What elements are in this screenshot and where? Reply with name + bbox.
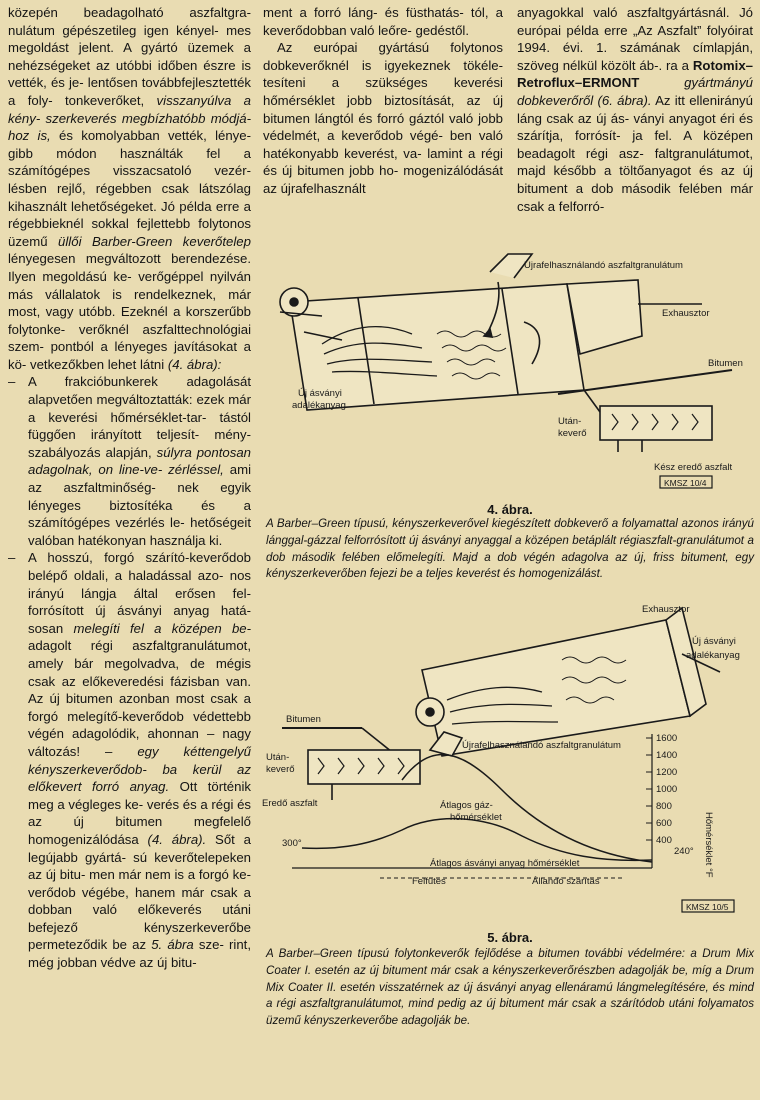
text-line: ami az aszfaltminőség- [28, 462, 251, 496]
text-line: hetőségeit valóban hatékonyan [28, 515, 251, 548]
text-line: permeteződik be az [28, 937, 147, 953]
mineral-temperature-curve [302, 819, 652, 861]
text-line: mény-szabályozás alapján, [28, 427, 251, 460]
text-line: berendezése. Ilyen megoldású ke- [8, 251, 251, 284]
dash-marker: – [8, 550, 16, 566]
figure-5-diagram [262, 600, 758, 922]
figure-reference: 5. ábra [151, 937, 194, 953]
text-line: gibb módon használták fel a [8, 145, 251, 161]
text-line: lényegesen megváltozott [8, 251, 161, 267]
burner-center [426, 708, 434, 716]
figure-code: KMSZ 10/5 [686, 902, 729, 912]
dash-marker: – [8, 374, 16, 390]
text-line: és komolyabban vették, lénye- [59, 128, 251, 144]
emphasis: kéttengelyű kényszerkeverődob- [28, 743, 251, 777]
tick-label: 400 [656, 835, 672, 846]
label-300: 300° [282, 838, 302, 849]
text-line: verés és a régi és az új bitumen [28, 796, 251, 830]
paragraph-continuation [263, 4, 503, 39]
text-line: Ezeknél a korszerűbb folytonke- [8, 304, 251, 337]
label-bitumen: Bitumen [286, 714, 321, 725]
label-bitumen: Bitumen [708, 358, 743, 369]
text-line: vetkezőkben lehet látni [30, 356, 165, 372]
text-line: ment a forró láng- és füsthatás- [263, 5, 464, 20]
tick-label: 800 [656, 801, 672, 812]
text-line: nos irányú lángja által erősen fel- [28, 568, 251, 601]
text-line: dobkeverőknél is igyekeznek tökéle- [263, 57, 503, 73]
text-line: csak a forgó melegítő-keverődob [28, 691, 252, 724]
figure-5-title: 5. ábra. [487, 930, 533, 945]
text-line: hőmérséklet jobb biztosítását, az új [263, 92, 503, 108]
text-line: csak a dobban való előkeverés [28, 884, 251, 918]
text-line: Sőt a legújabb gyártá- [28, 831, 251, 865]
text-line: folytonos üzemű [8, 216, 252, 249]
text-line: jobb védelmét, a keverődob végé- [263, 110, 503, 144]
text-line: men már nem is a forgó ke- [89, 867, 251, 883]
tick-label: 1200 [656, 767, 678, 778]
tick-label: 600 [656, 818, 672, 829]
text-line: a számítógépes vezérlés le- [28, 497, 251, 531]
paragraph-european [263, 39, 503, 197]
exhaust-hood [567, 280, 642, 354]
emphasis: visszanyúlva a kény- [8, 92, 252, 126]
text-line: verőknél aszfalttechnológiai szem- [8, 321, 251, 355]
text-line: lentősen továbbfejlesztették a foly- [8, 75, 251, 108]
text-line: ra a [666, 57, 693, 73]
emphasis: zérléssel, [168, 462, 224, 478]
emphasis: ba kerül az előkevert forró anyag. [28, 761, 251, 795]
figure-4-title: 4. ábra. [487, 502, 533, 517]
emphasis: súlyra [156, 444, 192, 460]
label-240: 240° [674, 846, 694, 857]
figure-5-caption: A Barber–Green típusú folytonkeverők fejlődése a bitumen további védelmére: a Drum Mix Coater I. esetén az új bitument már csak a kényszerkeverőrészben adagolják be, míg a Drum Mix Coater II. esetén visszatérnek az új ásványi anyag ellenáramú lángmelegítésére, és mind a régi aszfaltgranulátumot, mind pedig az új bitument már csak a szárítódob utáni folyamatos üzemű kényszerkeverőbe adagolják be. [266, 947, 754, 1028]
label-aftermixer-2: keverő [266, 764, 295, 775]
text-line: verőgéppel nyilván más vállalatok is [8, 268, 251, 302]
text-line: lésben rejlő, régebben csak látszólag [8, 180, 251, 196]
figure-4-diagram [262, 244, 758, 492]
text-line: használja ki. [149, 532, 223, 548]
emphasis: hoz is, [8, 128, 51, 144]
label-gas-temp-2: hőmérséklet [450, 812, 502, 823]
figure-4-caption: A Barber–Green típusú, kényszerkeverővel kiegészített dobkeverő a folyamattal azonos irányú lánggal-gázzal felforrósított új ásványi anyaggal a középen betáplált régiaszfalt-granulátumot a dob második felében előmelegíti. Majd a dob végén adagolva az új, friss bitument, egy kényszerkeverőben fejezi be a teljes keverést és homogenizálást. [266, 517, 754, 581]
label-granulate: Újrafelhasználandó aszfaltgranulátum [462, 740, 621, 751]
text-line: ja fel. A középen beadagolt régi asz- [517, 128, 753, 161]
text-line: kihasznált lehetőségeket. Jó példa [8, 198, 212, 214]
text-line: védettebb végén adagolódik, [28, 708, 251, 742]
text-line: amely bár megolvadva, de mégis [28, 655, 251, 671]
emphasis: üllői Barber-Green [58, 233, 173, 249]
text-line: tástól függően irányított teljesít- [28, 409, 251, 443]
label-aftermixer-2: keverő [558, 428, 587, 439]
text-line: címlapján, szöveg nélkül közölt áb-. [517, 40, 753, 73]
text-line: második felében már csak a felforró- [517, 180, 753, 214]
emphasis: pontosan adagolnak, on line-ve- [28, 444, 251, 478]
text-line: nek egyik lényeges biztosítéka és [28, 480, 252, 513]
text-line: belépő oldali, a haladással azo- [28, 568, 224, 583]
text-line: megfelelő homogenizálódása [28, 814, 252, 847]
text-line: lamint a régi és új bitumen jobb ho- [263, 145, 503, 179]
label-aftermixer-1: Után- [266, 752, 290, 763]
text-line: tesíteni a szükséges keverési [263, 75, 503, 91]
bullet-item-drum [8, 549, 251, 971]
text-line: forrósított új ásványi anyag hatá- [28, 603, 251, 619]
text-line: ben való hatékonyabb keverést, va- [263, 128, 504, 161]
label-drying: Állandó szárítás [532, 876, 600, 887]
text-line: töltőanyagot és az új bitument a dob [517, 163, 753, 196]
emphasis: szerkeverés megbízhatóbb módjá- [45, 110, 251, 126]
label-aggregate: adalékanyag [292, 400, 346, 411]
text-line: számítógépes visszacsatoló vezér- [8, 163, 251, 179]
text-line: csak az előkeveredési fázisban [28, 673, 220, 689]
text-line: A frakcióbunkerek adagolását [28, 374, 251, 390]
label-mineral: Új ásványi [298, 388, 342, 399]
text-line: anyagokkal való aszfaltgyártásnál. [517, 5, 730, 20]
emphasis: gyártmányú dobkeverőről (6. ábra). [517, 75, 753, 108]
text-line: A hosszú, forgó szárító-keverődob [28, 550, 251, 566]
text-line: folyóirat 1994. évi. 1. számának [517, 22, 753, 56]
label-granulate: Újrafelhasználandó aszfaltgranulátum [524, 260, 683, 271]
text-line: van. Az új bitumen azonban most [28, 673, 251, 707]
text-line: pontból a lényeges javításokat a kö- [8, 339, 251, 372]
bullet-item-bunkers [8, 373, 251, 549]
text-line: sze- [198, 937, 224, 953]
text-line: verődob végébe, hanem már [28, 884, 205, 900]
text-line: erre a régebbieknél sokkal fejlettebb [8, 198, 251, 232]
figure-reference: (4. ábra): [167, 356, 222, 372]
label-mineral-temp: Átlagos ásványi anyag hőmérséklet [430, 858, 580, 869]
text-line: rint, még jobban védve az új bitu- [28, 937, 251, 971]
article-column-2 [263, 4, 503, 198]
label-result-asphalt: Eredő aszfalt [262, 798, 318, 809]
text-line: Az itt ellenirányú láng csak az új ás- [517, 92, 753, 126]
drum-body [422, 620, 690, 756]
figure-code: KMSZ 10/4 [664, 478, 707, 488]
axis-title: Hőmérséklet °F [703, 812, 714, 878]
text-line: ahonnan – nagy változás! – [28, 726, 251, 759]
emphasis: egy [137, 743, 159, 759]
text-line: faltgranulátumot, majd később a [517, 145, 753, 179]
tick-label: 1400 [656, 750, 678, 761]
article-column-3 [517, 4, 753, 215]
text-line: üzemek a nehézségeket az utóbbi [8, 40, 251, 73]
text-line: tonkeverőket, [65, 92, 145, 108]
text-line: közepén beadagolható aszfaltgra- [8, 5, 251, 20]
text-line: sosan [28, 620, 64, 636]
text-line: tól, a keverődobban való leőre- [263, 5, 504, 38]
text-line: gedéstől. [415, 22, 470, 38]
tick-label: 1600 [656, 733, 678, 744]
text-line: Ott történik meg a végleges ke- [28, 779, 251, 812]
text-line: mogenizálódását az újrafelhasznált [263, 163, 503, 196]
article-column-1 [8, 4, 251, 972]
label-mineral: Új ásványi [692, 636, 736, 647]
label-aftermixer-1: Után- [558, 416, 582, 427]
label-aggregate: adalékanyag [686, 650, 740, 661]
transfer-chute [584, 390, 600, 412]
text-line: utáni befejező kényszerkeverőbe [28, 902, 251, 935]
paragraph-example [517, 4, 753, 215]
paragraph-intro [8, 4, 251, 373]
product-name: Rotomix–Retroflux–ERMONT [517, 57, 753, 91]
text-line: rendelkeznek, már most, vagy utóbb. [8, 286, 251, 320]
label-exhaust: Exhausztor [662, 308, 710, 319]
text-line: Az európai gyártású folytonos [277, 40, 503, 56]
text-line: alapvetően megváltoztatták: ezek [28, 392, 225, 408]
emphasis: melegíti fel a középen be- [73, 620, 251, 636]
label-heatup: Felfűtés [412, 876, 446, 887]
text-line: bitumen lángtól és forró gáztól való [263, 110, 474, 126]
figure-reference: (4. ábra). [147, 831, 207, 847]
label-finished-asphalt: Kész eredő aszfalt [654, 462, 733, 473]
text-line: Jó európai példa erre „Az Aszfalt” [517, 5, 753, 38]
burner-center [290, 298, 298, 306]
label-exhaust: Exhausztor [642, 604, 690, 615]
text-line: mes megoldást jelent. A gyártó [8, 22, 251, 56]
emphasis: keverőtelep [182, 233, 251, 249]
text-line: sú keverőtelepeken az új bitu- [28, 849, 251, 883]
text-line: ványi anyagot éri és szárítja, forrósít- [517, 110, 753, 144]
text-line: időben észre is vették, és je- [8, 57, 252, 91]
text-line: adagolt régi aszfaltgranulátumot, [28, 638, 251, 654]
text-line: már a keverési hőmérséklet-tar- [28, 392, 252, 425]
text-line: nulátum gépészetileg igen kényel- [8, 22, 219, 38]
label-gas-temp-1: Átlagos gáz- [440, 800, 493, 811]
tick-label: 1000 [656, 784, 678, 795]
